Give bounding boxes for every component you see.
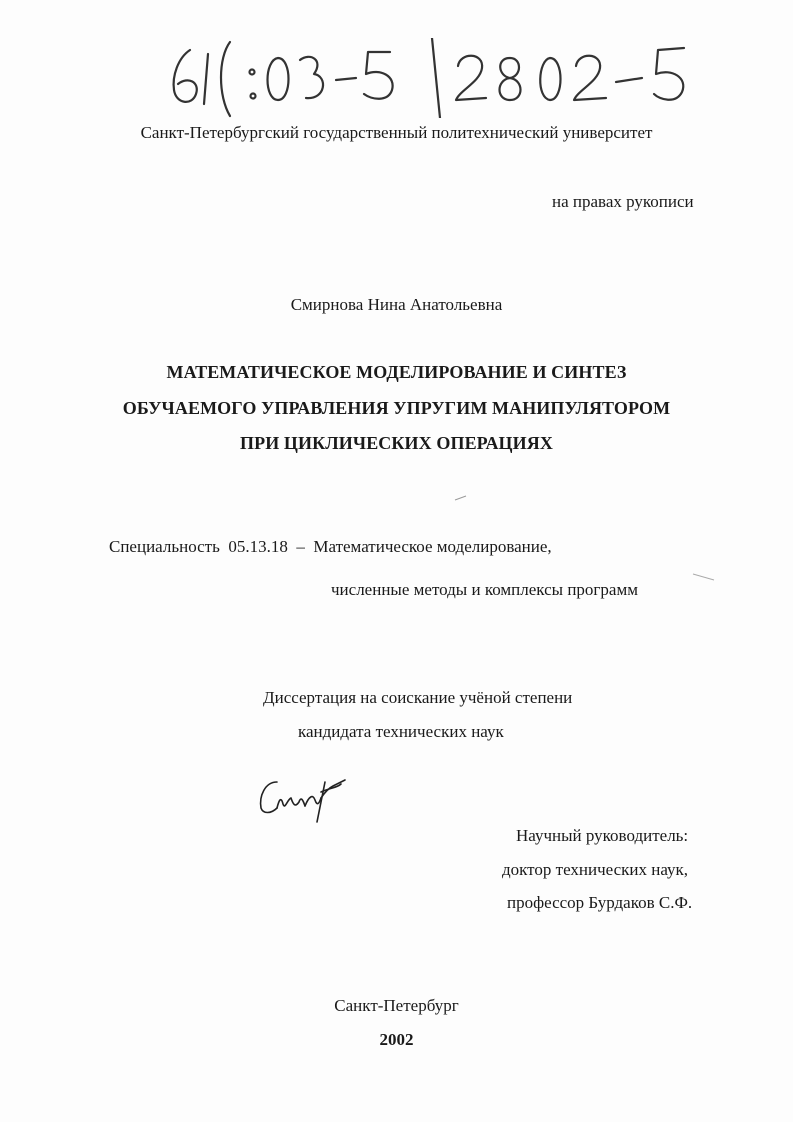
supervisor-name: профессор Бурдаков С.Ф. [507, 893, 693, 912]
specialty-line [109, 537, 552, 557]
supervisor-degree: доктор технических наук, [502, 860, 689, 879]
title-line-1: МАТЕМАТИЧЕСКОЕ МОДЕЛИРОВАНИЕ И СИНТЕЗ [166, 362, 627, 382]
degree-line-2: кандидата технических наук [298, 722, 504, 741]
author-signature [255, 770, 355, 830]
year: 2002 [379, 1030, 414, 1049]
university-name: Санкт-Петербургский государственный политехнический университет [140, 123, 653, 142]
title-line-2: ОБУЧАЕМОГО УПРАВЛЕНИЯ УПРУГИМ МАНИПУЛЯТОРОМ [122, 398, 671, 418]
title-line-3: ПРИ ЦИКЛИЧЕСКИХ ОПЕРАЦИЯХ [240, 433, 553, 453]
manuscript-note: на правах рукописи [552, 192, 694, 211]
specialty-code: 05.13.18 [228, 537, 288, 556]
specialty-name-line-1: Математическое моделирование, [313, 537, 552, 556]
scan-speck [692, 572, 716, 582]
specialty-label: Специальность [109, 537, 220, 556]
archive-stamp-handwritten [160, 38, 720, 118]
degree-line-1: Диссертация на соискание учёной степени [263, 688, 573, 707]
supervisor-label: Научный руководитель: [516, 826, 689, 845]
author-name: Смирнова Нина Анатольевна [290, 295, 503, 314]
specialty-dash: – [296, 537, 305, 556]
specialty-name-line-2: численные методы и комплексы программ [331, 580, 638, 599]
city: Санкт-Петербург [334, 996, 459, 1015]
scan-speck [454, 494, 468, 502]
